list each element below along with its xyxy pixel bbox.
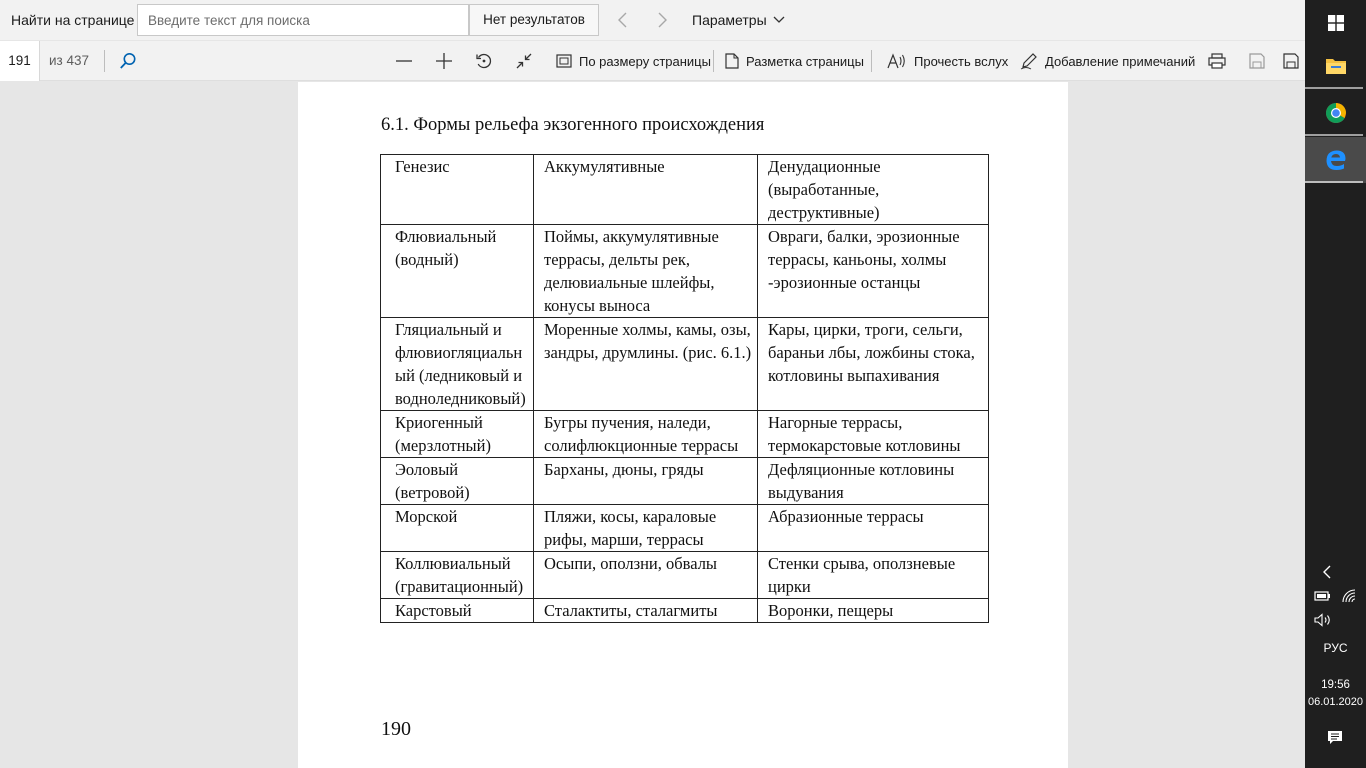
taskbar-edge[interactable] bbox=[1305, 137, 1366, 183]
rotate-button[interactable] bbox=[470, 47, 498, 75]
accumulative-cell: Моренные холмы, камы, озы, зандры, друмлины. (рис. 6.1.) bbox=[534, 318, 758, 411]
notifications-icon bbox=[1327, 730, 1343, 746]
table-row bbox=[381, 318, 989, 411]
find-results-status: Нет результатов bbox=[469, 4, 599, 36]
fit-width-button[interactable] bbox=[510, 47, 538, 75]
denudation-cell: Овраги, балки, эрозионные террасы, каньоны, холмы -эрозионные останцы bbox=[758, 225, 989, 318]
read-aloud-button[interactable] bbox=[887, 41, 1008, 81]
chevron-down-icon bbox=[773, 16, 785, 24]
genesis-cell: Карстовый bbox=[381, 599, 534, 623]
speaker-icon bbox=[1314, 613, 1332, 627]
document-page-number: 190 bbox=[381, 718, 411, 740]
page-layout-icon bbox=[725, 53, 739, 69]
rotate-icon bbox=[475, 52, 493, 70]
battery-icon bbox=[1314, 590, 1332, 602]
find-parameters-label: Параметры bbox=[692, 12, 767, 28]
pen-icon bbox=[1020, 52, 1038, 70]
genesis-cell: Криогенный (мерзлотный) bbox=[381, 411, 534, 458]
find-label: Найти на странице bbox=[11, 12, 135, 28]
collapse-arrows-icon bbox=[515, 52, 533, 70]
table-header-cell: Денудационные (выработанные, деструктивные) bbox=[758, 155, 989, 225]
add-notes-button[interactable] bbox=[1020, 41, 1195, 81]
print-icon bbox=[1208, 53, 1226, 69]
zoom-in-button[interactable] bbox=[430, 47, 458, 75]
toolbar-divider bbox=[713, 50, 714, 72]
accumulative-cell: Бугры пучения, наледи, солифлюкционные террасы bbox=[534, 411, 758, 458]
add-notes-label: Добавление примечаний bbox=[1045, 53, 1196, 69]
chevron-left-icon bbox=[1322, 565, 1332, 579]
denudation-cell: Стенки срыва, оползневые цирки bbox=[758, 552, 989, 599]
windows-taskbar bbox=[1305, 0, 1366, 768]
edge-icon bbox=[1325, 149, 1347, 171]
action-center-button[interactable] bbox=[1325, 729, 1345, 747]
find-next-button[interactable] bbox=[648, 6, 676, 34]
document-heading: 6.1. Формы рельефа экзогенного происхождения bbox=[381, 115, 765, 135]
table-row bbox=[381, 411, 989, 458]
running-indicator bbox=[1305, 181, 1363, 183]
denudation-cell: Дефляционные котловины выдувания bbox=[758, 458, 989, 505]
start-button[interactable] bbox=[1305, 0, 1366, 46]
zoom-out-button[interactable] bbox=[390, 47, 418, 75]
save-button[interactable] bbox=[1243, 47, 1271, 75]
relief-forms-table bbox=[380, 154, 989, 623]
table-row bbox=[381, 505, 989, 552]
search-icon bbox=[119, 52, 137, 70]
search-button[interactable] bbox=[114, 47, 142, 75]
print-button[interactable] bbox=[1203, 47, 1231, 75]
table-row bbox=[381, 458, 989, 505]
accumulative-cell: Осыпи, оползни, обвалы bbox=[534, 552, 758, 599]
running-indicator bbox=[1305, 134, 1363, 136]
wifi-icon bbox=[1341, 589, 1357, 603]
taskbar-chrome[interactable] bbox=[1305, 90, 1366, 136]
denudation-cell: Нагорные террасы, термокарстовые котловины bbox=[758, 411, 989, 458]
plus-icon bbox=[435, 52, 453, 70]
volume-control[interactable] bbox=[1313, 612, 1333, 628]
find-bar bbox=[0, 0, 1305, 40]
chrome-icon bbox=[1325, 102, 1347, 124]
accumulative-cell: Барханы, дюны, гряды bbox=[534, 458, 758, 505]
chevron-left-icon bbox=[617, 12, 629, 28]
genesis-cell: Эоловый (ветровой) bbox=[381, 458, 534, 505]
genesis-cell: Коллювиальный (гравитационный) bbox=[381, 552, 534, 599]
network-status[interactable] bbox=[1340, 588, 1358, 604]
accumulative-cell: Поймы, аккумулятивные террасы, дельты рек, делювиальные шлейфы, конусы выноса bbox=[534, 225, 758, 318]
denudation-cell: Кары, цирки, троги, сельги, бараньи лбы, ложбины стока, котловины выпахивания bbox=[758, 318, 989, 411]
table-header-cell: Аккумулятивные bbox=[534, 155, 758, 225]
find-parameters-dropdown[interactable] bbox=[684, 4, 793, 36]
input-language[interactable]: РУС bbox=[1323, 641, 1348, 655]
table-row bbox=[381, 599, 989, 623]
page-total: из 437 bbox=[49, 53, 90, 68]
windows-logo-icon bbox=[1328, 15, 1344, 31]
page-layout-label: Разметка страницы bbox=[746, 53, 864, 69]
clock-time[interactable]: 19:56 bbox=[1321, 679, 1350, 691]
running-indicator bbox=[1305, 87, 1363, 89]
toolbar-divider bbox=[104, 50, 105, 72]
save-as-icon bbox=[1283, 53, 1299, 69]
genesis-cell: Гляциальный и флювиогляциальный (ледниковый и водноледниковый) bbox=[381, 318, 534, 411]
accumulative-cell: Пляжи, косы, караловые рифы, марши, террасы bbox=[534, 505, 758, 552]
show-hidden-icons-button[interactable] bbox=[1319, 564, 1335, 580]
find-previous-button[interactable] bbox=[609, 6, 637, 34]
denudation-cell: Воронки, пещеры bbox=[758, 599, 989, 623]
save-icon bbox=[1249, 53, 1265, 69]
accumulative-cell: Сталактиты, сталагмиты bbox=[534, 599, 758, 623]
table-header-row bbox=[381, 155, 989, 225]
page-layout-button[interactable] bbox=[725, 41, 864, 81]
taskbar-file-explorer[interactable] bbox=[1305, 43, 1366, 89]
table-header-cell: Генезис bbox=[381, 155, 534, 225]
fit-page-icon bbox=[556, 54, 572, 68]
save-as-button[interactable] bbox=[1283, 47, 1305, 75]
reader-toolbar bbox=[0, 41, 1305, 81]
table-row bbox=[381, 552, 989, 599]
fit-page-label: По размеру страницы bbox=[579, 53, 711, 69]
read-aloud-label: Прочесть вслух bbox=[914, 53, 1009, 69]
battery-status[interactable] bbox=[1313, 589, 1333, 603]
genesis-cell: Флювиальный (водный) bbox=[381, 225, 534, 318]
fit-page-button[interactable] bbox=[556, 41, 711, 81]
folder-icon bbox=[1325, 57, 1347, 75]
find-input[interactable] bbox=[137, 4, 469, 36]
table-row bbox=[381, 225, 989, 318]
toolbar-divider bbox=[871, 50, 872, 72]
page-number-input[interactable]: 191 bbox=[0, 41, 40, 81]
chevron-right-icon bbox=[656, 12, 668, 28]
read-aloud-icon bbox=[887, 53, 907, 69]
minus-icon bbox=[395, 52, 413, 70]
denudation-cell: Абразионные террасы bbox=[758, 505, 989, 552]
document-page bbox=[298, 82, 1068, 768]
genesis-cell: Морской bbox=[381, 505, 534, 552]
clock-date[interactable]: 06.01.2020 bbox=[1307, 696, 1364, 708]
